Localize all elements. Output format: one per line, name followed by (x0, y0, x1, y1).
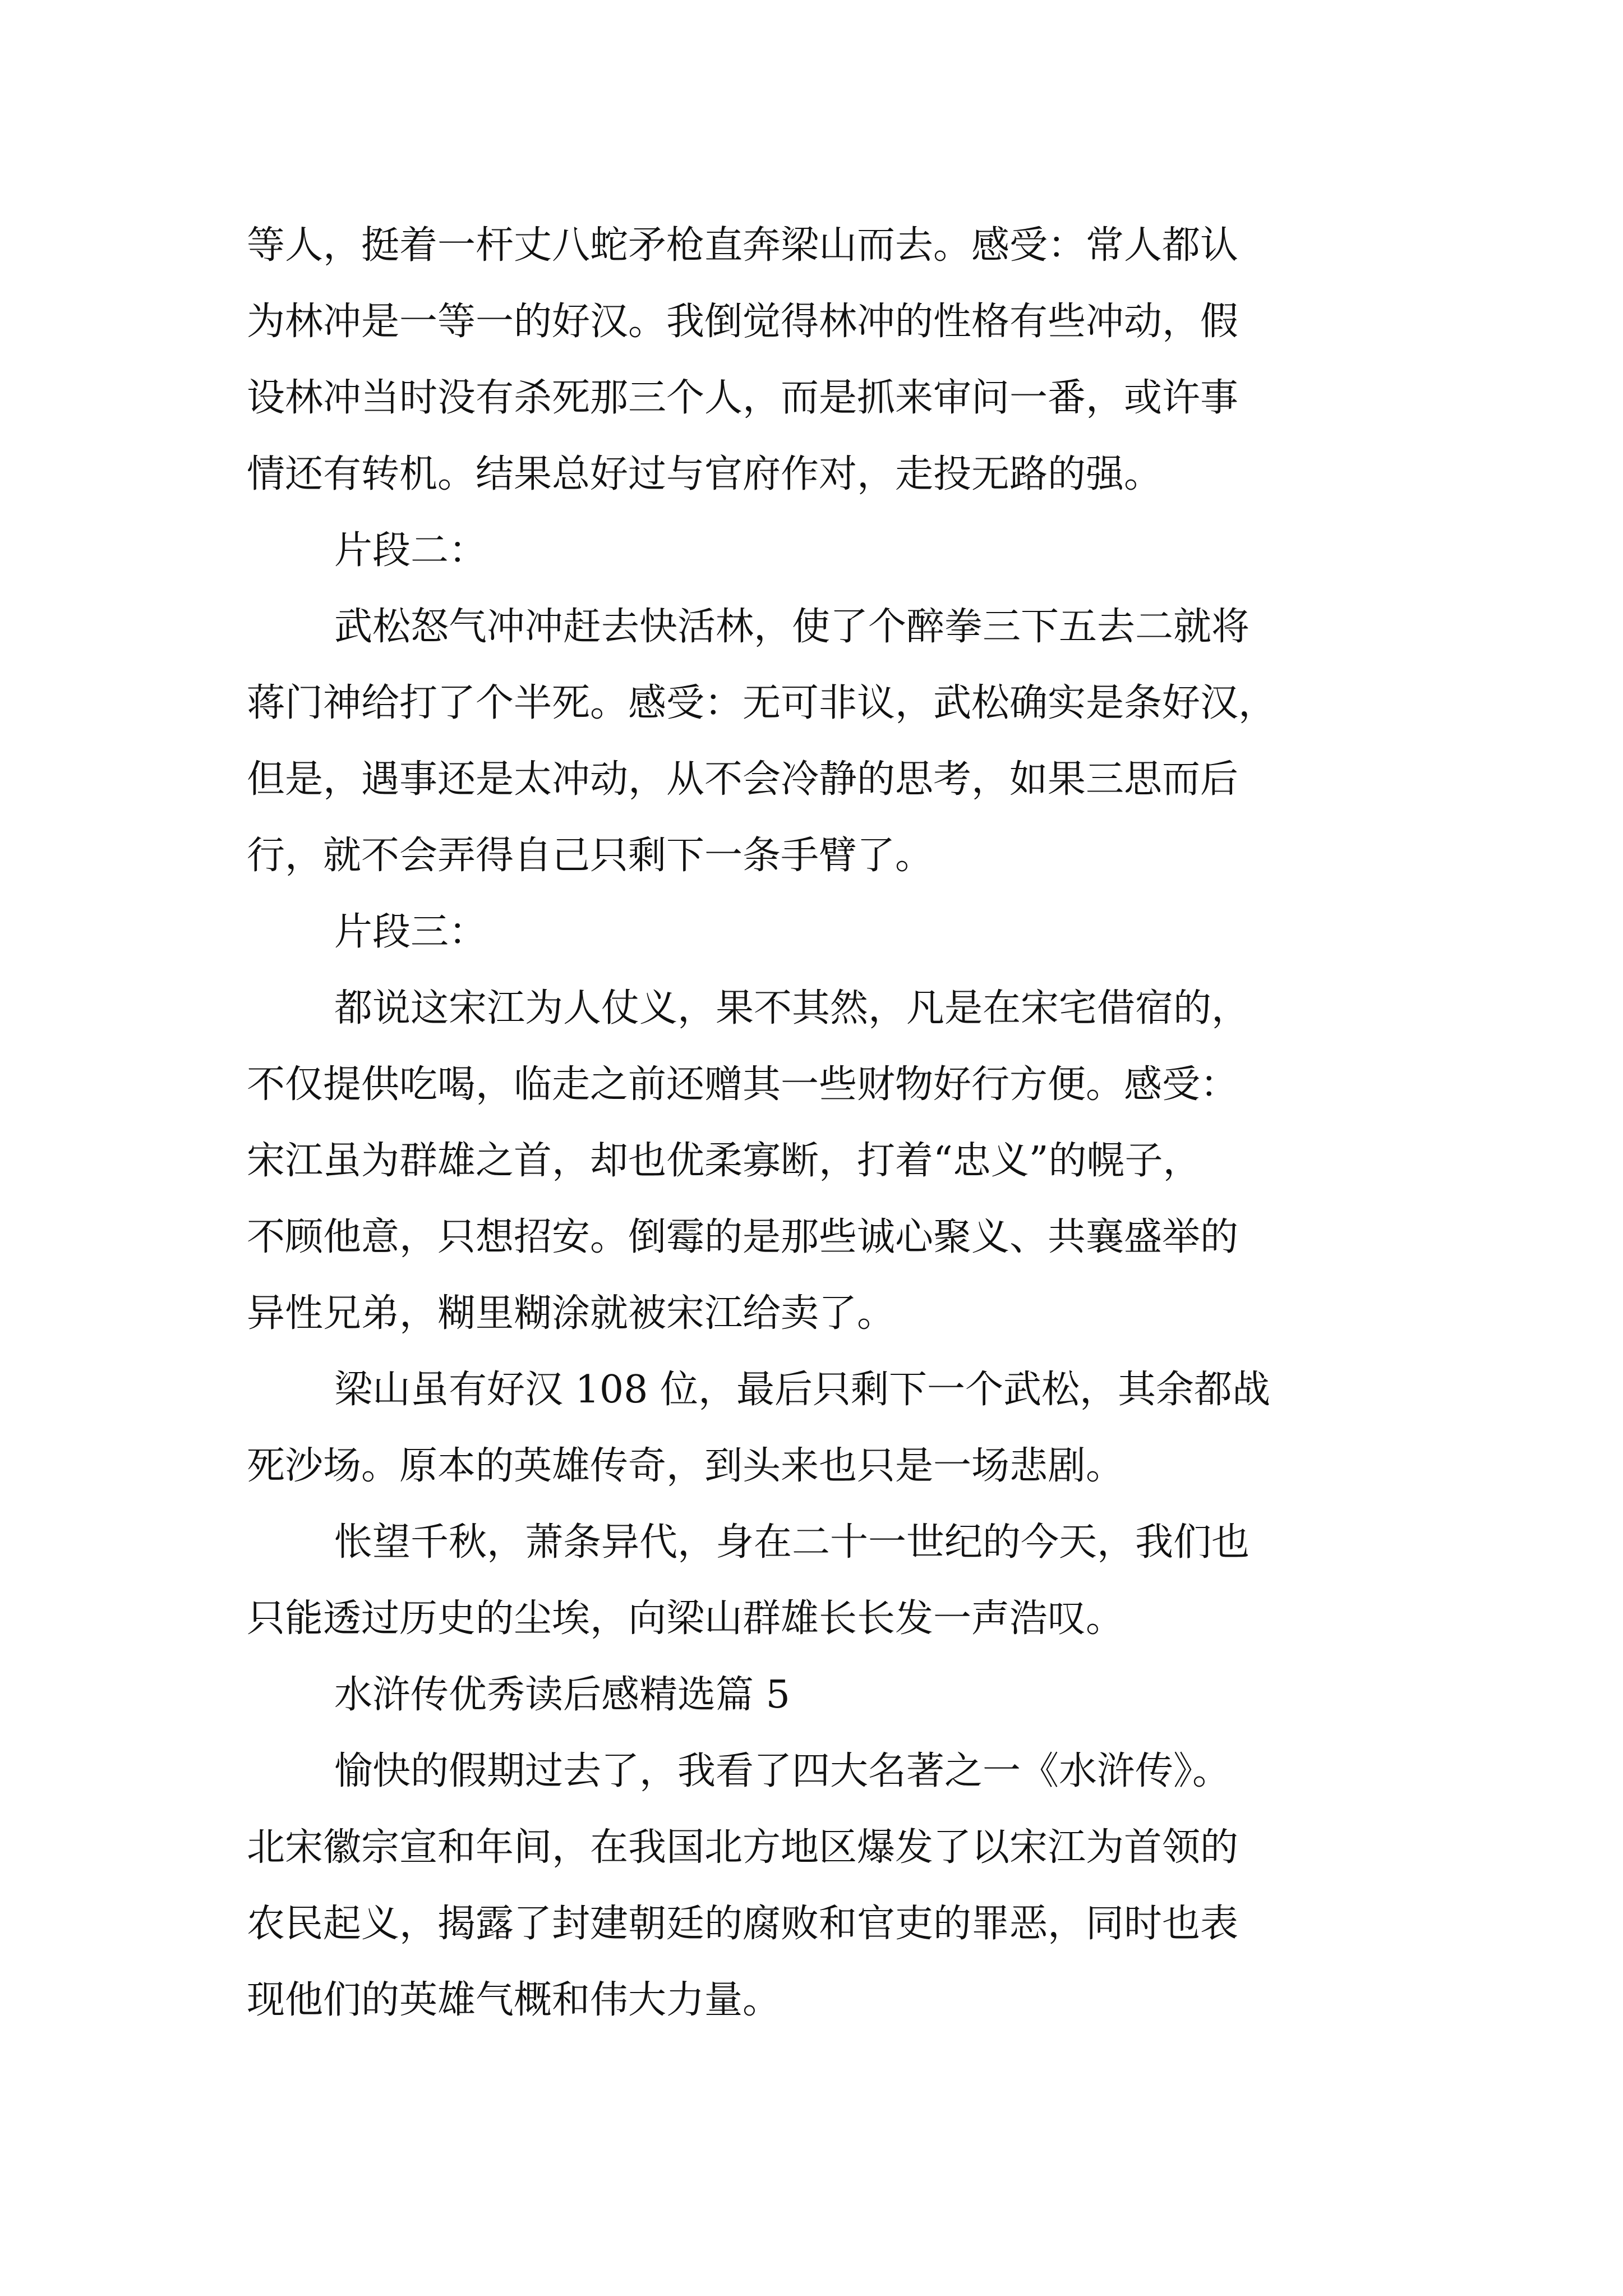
text-line: 等人，挺着一杆丈八蛇矛枪直奔梁山而去。感受：常人都认 (247, 223, 1239, 268)
text-line: 不顾他意，只想招安。倒霉的是那些诚心聚义、共襄盛举的 (247, 1215, 1239, 1259)
text-line: 死沙场。原本的英雄传奇，到头来也只是一场悲剧。 (247, 1444, 1124, 1488)
text-line: 怅望千秋，萧条异代，身在二十一世纪的今天，我们也 (334, 1520, 1250, 1565)
section-heading: 片段三： (334, 910, 487, 954)
text-line: 只能透过历史的尘埃，向梁山群雄长长发一声浩叹。 (247, 1596, 1124, 1641)
text-line: 为林冲是一等一的好汉。我倒觉得林冲的性格有些冲动，假 (247, 300, 1239, 344)
text-line: 蒋门神给打了个半死。感受：无可非议，武松确实是条好汉， (247, 681, 1277, 725)
text-line: 行，就不会弄得自己只剩下一条手臂了。 (247, 834, 934, 878)
text-line: 但是，遇事还是太冲动，从不会冷静的思考，如果三思而后 (247, 757, 1239, 802)
text-line: 都说这宋江为人仗义，果不其然，凡是在宋宅借宿的， (334, 986, 1250, 1030)
text-line: 宋江虽为群雄之首，却也优柔寡断，打着“忠义”的幌子， (247, 1139, 1201, 1183)
text-line: 设林冲当时没有杀死那三个人，而是抓来审问一番，或许事 (247, 376, 1239, 420)
text-line: 不仅提供吃喝，临走之前还赠其一些财物好行方便。感受： (247, 1062, 1239, 1107)
text-line: 异性兄弟，糊里糊涂就被宋江给卖了。 (247, 1291, 896, 1336)
text-line: 愉快的假期过去了，我看了四大名著之一《水浒传》。 (334, 1749, 1231, 1793)
text-line: 农民起义，揭露了封建朝廷的腐败和官吏的罪恶，同时也表 (247, 1902, 1239, 1946)
article-title: 水浒传优秀读后感精选篇 5 (334, 1673, 790, 1717)
text-line: 武松怒气冲冲赶去快活林，使了个醉拳三下五去二就将 (334, 605, 1250, 649)
text-line: 北宋徽宗宣和年间，在我国北方地区爆发了以宋江为首领的 (247, 1825, 1239, 1870)
text-line: 梁山虽有好汉 108 位，最后只剩下一个武松，其余都战 (334, 1368, 1271, 1412)
text-line: 情还有转机。结果总好过与官府作对，走投无路的强。 (247, 452, 1163, 496)
text-line: 现他们的英雄气概和伟大力量。 (247, 1978, 781, 2022)
section-heading: 片段二： (334, 528, 487, 573)
